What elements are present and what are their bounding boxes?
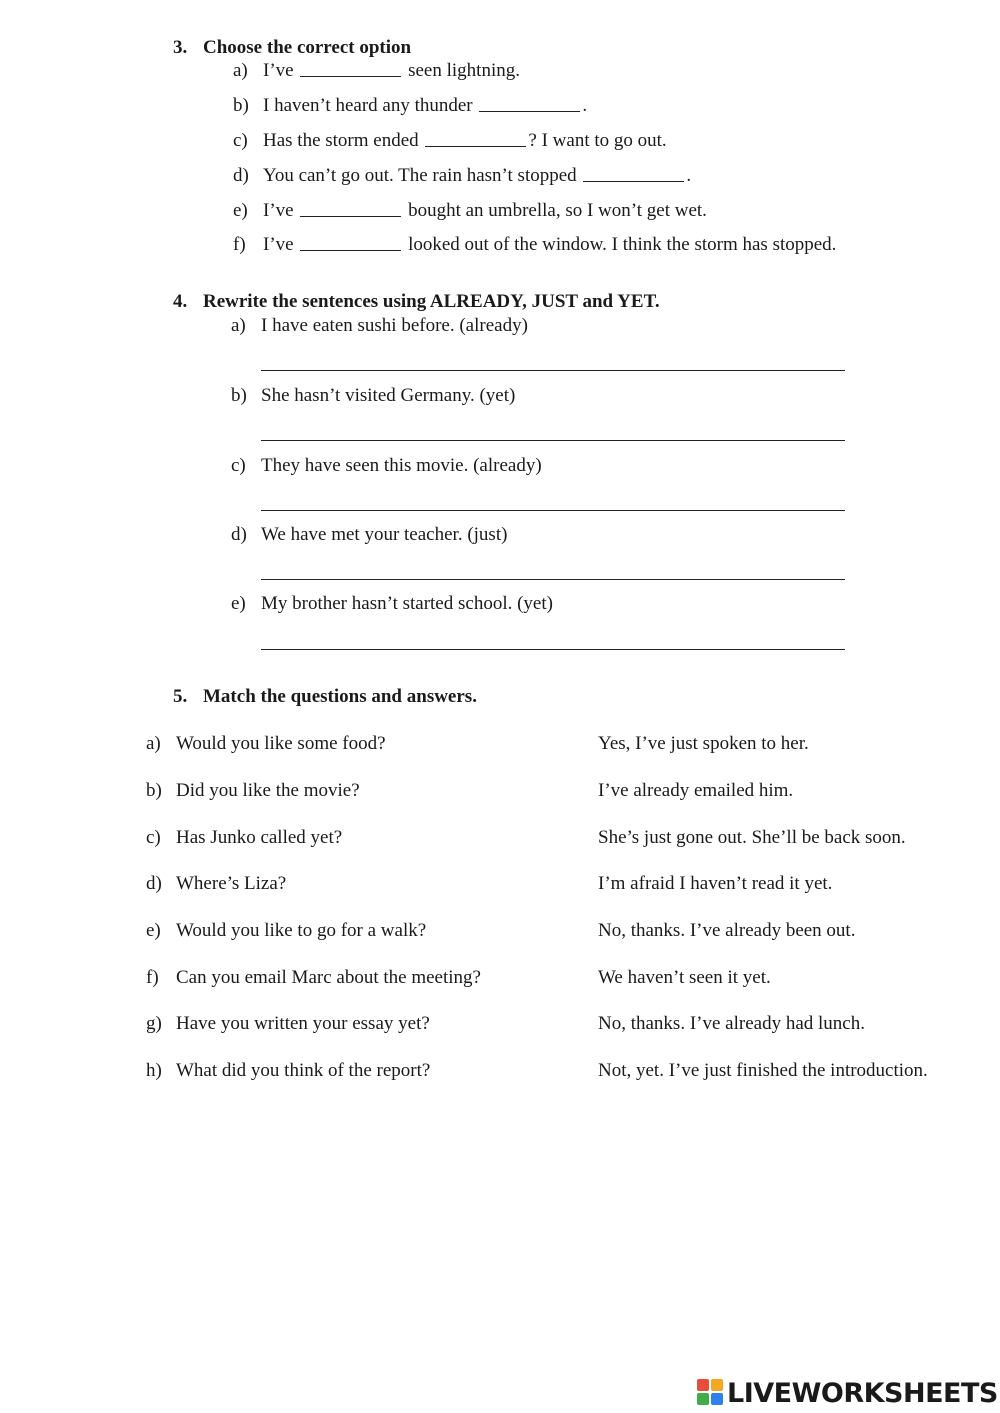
fill-in-blank[interactable] — [300, 76, 401, 77]
exercise-item — [233, 96, 587, 115]
item-label: a) — [233, 60, 248, 81]
section-number: 5. — [173, 686, 188, 707]
item-text: . — [686, 165, 692, 186]
exercise-item — [233, 61, 520, 80]
section-number: 4. — [173, 291, 188, 312]
item-label: b) — [146, 780, 162, 801]
fill-in-blank[interactable] — [300, 250, 401, 251]
question-text: Can you email Marc about the meeting? — [176, 967, 481, 988]
fill-in-blank[interactable] — [583, 181, 684, 182]
item-text: I have eaten sushi before. (already) — [261, 315, 528, 336]
match-answer[interactable]: No, thanks. I’ve already been out. — [598, 920, 856, 941]
fill-in-blank[interactable] — [479, 111, 580, 112]
exercise-item — [233, 201, 707, 220]
item-label: a) — [146, 733, 161, 754]
exercise-item — [231, 316, 528, 335]
item-label: a) — [231, 315, 246, 336]
item-label: d) — [233, 165, 249, 186]
fill-in-blank[interactable] — [300, 216, 401, 217]
match-question — [146, 874, 286, 893]
match-question — [146, 1061, 430, 1080]
question-text: Has Junko called yet? — [176, 827, 343, 848]
item-text: I haven’t heard any thunder — [263, 95, 473, 116]
exercise-item — [231, 594, 553, 613]
answer-line[interactable] — [261, 649, 845, 650]
exercise-item — [231, 456, 542, 475]
item-label: c) — [146, 827, 161, 848]
item-text: ? I want to go out. — [528, 130, 667, 151]
section-5-heading — [173, 687, 477, 706]
item-label: e) — [233, 200, 248, 221]
liveworksheets-logo-icon — [697, 1379, 725, 1407]
match-answer[interactable]: I’m afraid I haven’t read it yet. — [598, 873, 833, 894]
item-label: g) — [146, 1013, 162, 1034]
section-title: Choose the correct option — [203, 37, 412, 58]
exercise-item — [233, 131, 667, 150]
answer-line[interactable] — [261, 440, 845, 441]
item-text: seen lightning. — [408, 60, 520, 81]
item-text: They have seen this movie. (already) — [261, 455, 542, 476]
item-label: c) — [231, 455, 246, 476]
item-text: bought an umbrella, so I won’t get wet. — [408, 200, 707, 221]
item-label: c) — [233, 130, 248, 151]
exercise-item — [233, 166, 691, 185]
question-text: Would you like to go for a walk? — [176, 920, 427, 941]
match-answer[interactable]: Not, yet. I’ve just finished the introduction. — [598, 1060, 928, 1081]
answer-line[interactable] — [261, 510, 845, 511]
section-number: 3. — [173, 37, 188, 58]
match-answer[interactable]: I’ve already emailed him. — [598, 780, 794, 801]
logo-text: LIVEWORKSHEETS — [727, 1377, 998, 1409]
question-text: Have you written your essay yet? — [176, 1013, 430, 1034]
item-text: I’ve — [263, 200, 294, 221]
match-answer[interactable]: Yes, I’ve just spoken to her. — [598, 733, 809, 754]
item-text: We have met your teacher. (just) — [261, 524, 508, 545]
exercise-item — [231, 525, 507, 544]
question-text: Would you like some food? — [176, 733, 386, 754]
item-label: d) — [231, 524, 247, 545]
item-label: f) — [146, 967, 159, 988]
match-question — [146, 734, 386, 753]
fill-in-blank[interactable] — [425, 146, 526, 147]
answer-line[interactable] — [261, 370, 845, 371]
item-text: I’ve — [263, 60, 294, 81]
question-text: Did you like the movie? — [176, 780, 360, 801]
liveworksheets-logo — [697, 1378, 998, 1408]
match-question — [146, 828, 342, 847]
section-title: Match the questions and answers. — [203, 686, 477, 707]
answer-line[interactable] — [261, 579, 845, 580]
match-question — [146, 781, 360, 800]
item-label: f) — [233, 234, 246, 255]
section-3-heading — [173, 38, 411, 57]
match-answer[interactable]: She’s just gone out. She’ll be back soon. — [598, 827, 906, 848]
match-question — [146, 1014, 430, 1033]
item-label: e) — [231, 593, 246, 614]
exercise-item — [233, 235, 836, 254]
item-label: e) — [146, 920, 161, 941]
item-text: looked out of the window. I think the storm has stopped. — [408, 234, 837, 255]
item-label: b) — [231, 385, 247, 406]
item-text: My brother hasn’t started school. (yet) — [261, 593, 553, 614]
match-answer[interactable]: No, thanks. I’ve already had lunch. — [598, 1013, 865, 1034]
item-text: I’ve — [263, 234, 294, 255]
question-text: What did you think of the report? — [176, 1060, 431, 1081]
item-label: h) — [146, 1060, 162, 1081]
exercise-item — [231, 386, 515, 405]
item-text: . — [582, 95, 588, 116]
item-label: d) — [146, 873, 162, 894]
match-answer[interactable]: We haven’t seen it yet. — [598, 967, 771, 988]
match-question — [146, 921, 426, 940]
match-question — [146, 968, 481, 987]
section-title: Rewrite the sentences using ALREADY, JUST and YET. — [203, 291, 660, 312]
question-text: Where’s Liza? — [176, 873, 287, 894]
item-label: b) — [233, 95, 249, 116]
item-text: You can’t go out. The rain hasn’t stopped — [263, 165, 577, 186]
item-text: She hasn’t visited Germany. (yet) — [261, 385, 516, 406]
section-4-heading — [173, 292, 660, 311]
item-text: Has the storm ended — [263, 130, 419, 151]
